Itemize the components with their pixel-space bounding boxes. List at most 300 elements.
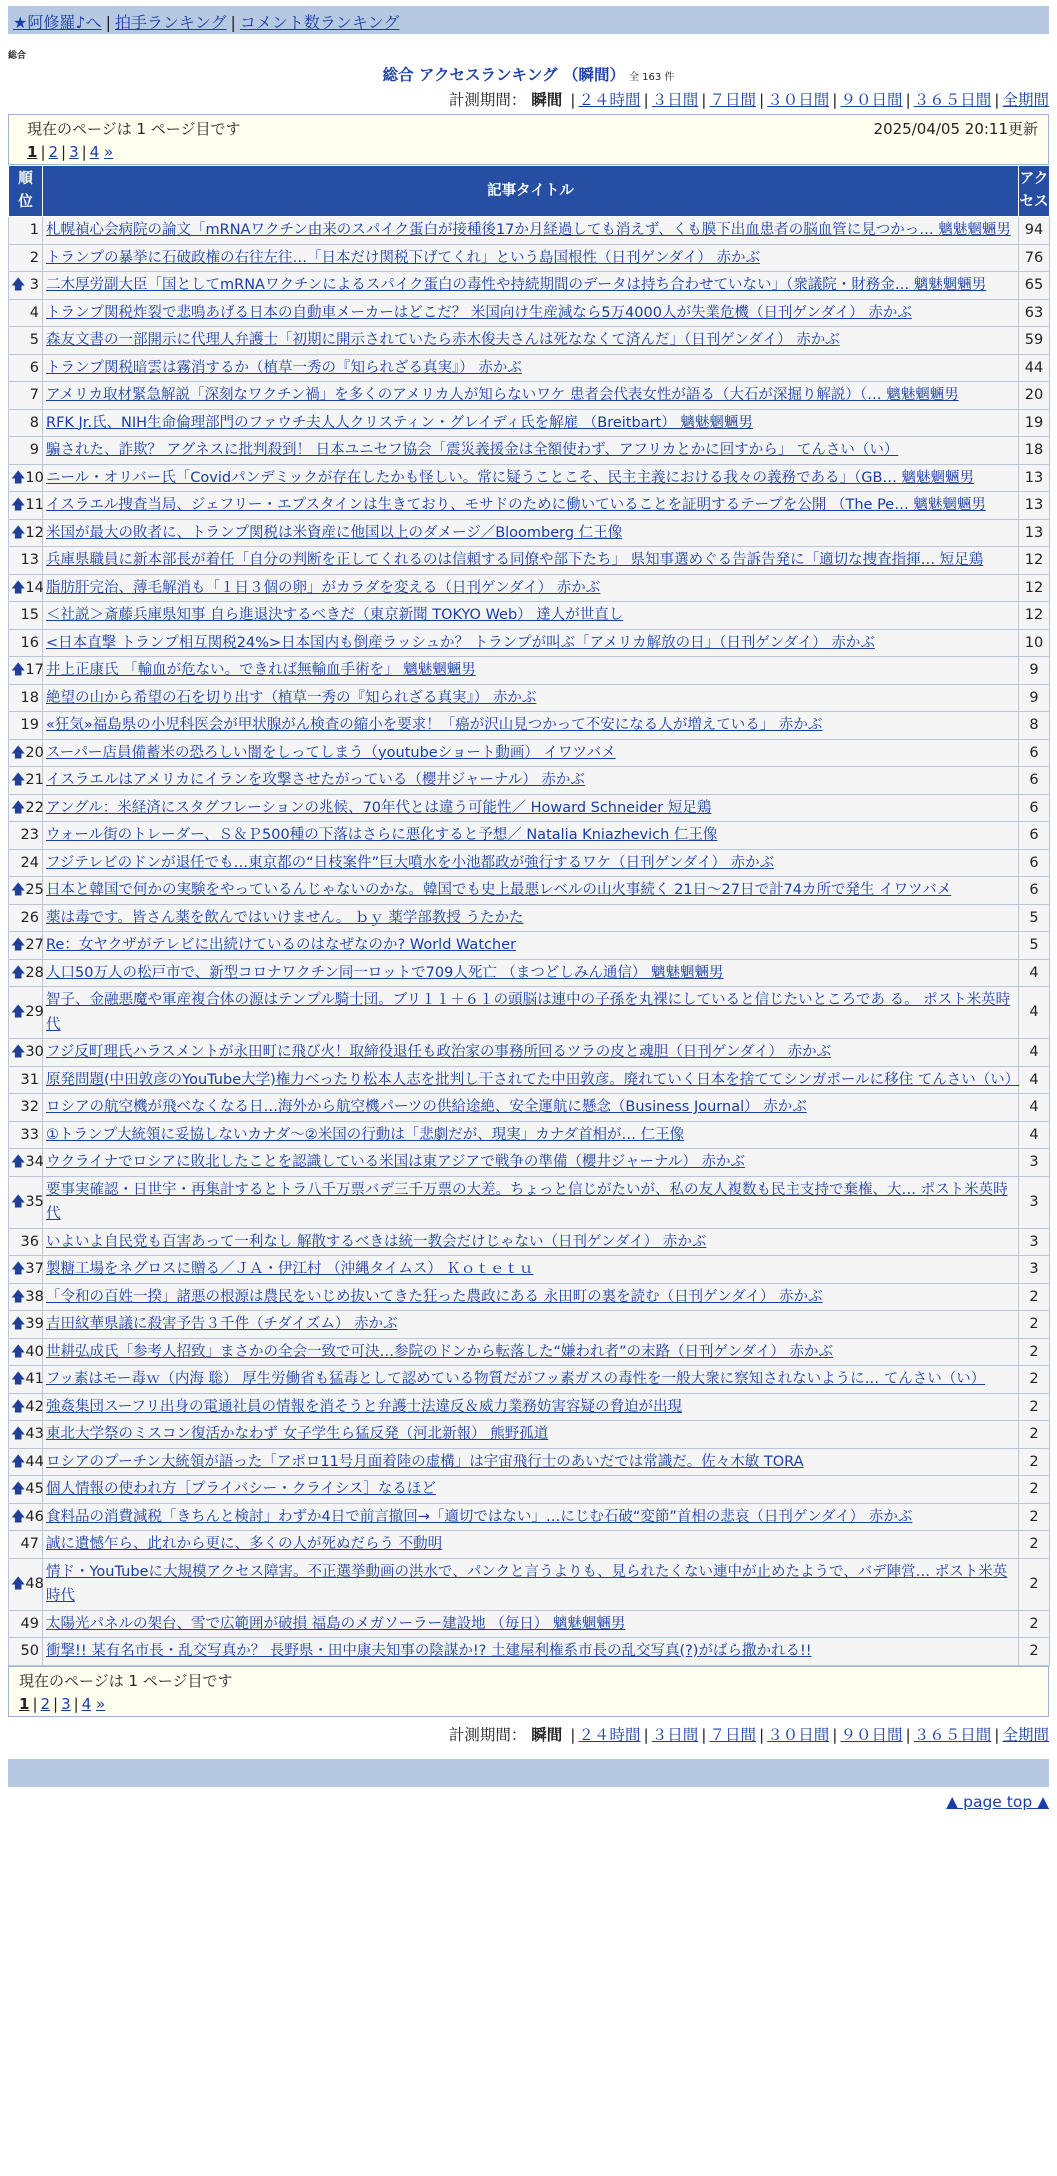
access-count: 20 bbox=[1019, 382, 1050, 410]
rank-number: 8 bbox=[29, 414, 39, 431]
title-cell bbox=[43, 464, 1019, 492]
page-top-link[interactable]: ▲ page top ▲ bbox=[946, 1792, 1049, 1811]
rank-cell bbox=[9, 1039, 43, 1067]
rank-number: 2 bbox=[29, 249, 39, 266]
up-arrow-icon: 🡅 bbox=[11, 1398, 26, 1415]
period-separator: | bbox=[759, 1725, 765, 1744]
title-cell bbox=[43, 1039, 1019, 1067]
article-link[interactable]: ①トランプ大統領に妥協しないカナダ～②米国の行動は「悲劇だが、現実」カナダ首相が… 仁王像 bbox=[46, 1126, 685, 1143]
period-link[interactable]: ３０日間 bbox=[767, 91, 830, 109]
title-cell bbox=[43, 437, 1019, 465]
rank-cell bbox=[9, 574, 43, 602]
article-link[interactable]: ウォール街のトレーダー、Ｓ＆Ｐ500種の下落はさらに悪化すると予想／ Natalia Kniazhevich 仁王像 bbox=[46, 827, 718, 843]
article-link[interactable]: <日本直撃 トランプ相互関税24%>日本国内も倒産ラッシュか？ トランプが叫ぶ「アメリカ解放の日」（日刊ゲンダイ） 赤かぶ bbox=[46, 634, 875, 651]
period-separator: | bbox=[643, 1725, 649, 1744]
up-arrow-icon: 🡅 bbox=[11, 1343, 26, 1360]
up-arrow-icon: 🡅 bbox=[11, 744, 26, 761]
rank-number: 21 bbox=[25, 772, 44, 788]
access-count: 3 bbox=[1019, 1228, 1050, 1256]
article-link[interactable]: ニール・オリバー氏「Covidパンデミックが存在したかも怪しい。常に疑うことこそ、民主主義における我々の義務である」（GB… 魑魅魍魎男 bbox=[46, 469, 975, 486]
rank-number: 45 bbox=[25, 1481, 44, 1497]
rank-cell bbox=[9, 1121, 43, 1149]
up-arrow-icon: 🡅 bbox=[11, 1371, 26, 1387]
title-cell bbox=[43, 409, 1019, 437]
access-count: 12 bbox=[1019, 574, 1050, 602]
rank-number: 49 bbox=[20, 1615, 39, 1632]
period-separator: | bbox=[701, 91, 707, 109]
article-link[interactable]: 情ド・YouTubeに大規模アクセス障害。不正選挙動画の洪水で、パンクと言うよりも、見られたくない連中が止めたようで、バデ陣営… ポスト米英時代 bbox=[46, 1563, 1008, 1604]
access-count: 63 bbox=[1019, 299, 1050, 327]
up-arrow-icon: 🡅 bbox=[11, 1261, 26, 1277]
period-link[interactable]: 全期間 bbox=[1002, 91, 1049, 109]
up-arrow-icon: 🡅 bbox=[11, 1316, 26, 1332]
rank-number: 42 bbox=[25, 1398, 44, 1415]
article-link[interactable]: 兵庫県職員に新本部長が着任「自分の判断を正してくれるのは信頼する同僚や部下たち」 県知事選めぐる告訴告発に「適切な捜査指揮… 短足鶏 bbox=[46, 552, 984, 568]
period-link[interactable]: 全期間 bbox=[1002, 1725, 1049, 1744]
title-cell bbox=[43, 354, 1019, 382]
table-row bbox=[9, 547, 1050, 575]
table-row bbox=[9, 217, 1050, 245]
table-row bbox=[9, 409, 1050, 437]
up-arrow-icon: 🡅 bbox=[11, 1426, 26, 1442]
up-arrow-icon: 🡅 bbox=[11, 1193, 26, 1210]
article-link[interactable]: 札幌禎心会病院の論文「mRNAワクチン由来のスパイク蛋白が接種後17か月経過しても消えず、くも膜下出血患者の脳血管に見つかっ… 魑魅魍魎男 bbox=[46, 222, 1011, 238]
period-link[interactable]: ３６５日間 bbox=[913, 1725, 992, 1744]
access-count: 10 bbox=[1019, 629, 1050, 657]
article-link[interactable]: 個人情報の使われ方［プライバシー・クライシス］なるほど bbox=[46, 1481, 436, 1497]
rank-cell bbox=[9, 437, 43, 465]
home-link[interactable]: ★阿修羅♪へ bbox=[13, 13, 102, 32]
access-count: 76 bbox=[1019, 244, 1050, 272]
rank-number: 3 bbox=[29, 277, 39, 293]
pagination bbox=[27, 143, 1038, 161]
page-link[interactable]: 4 bbox=[89, 143, 100, 161]
rank-number: 28 bbox=[25, 964, 44, 981]
article-link[interactable]: 食料品の消費減税「きちんと検討」わずか4日で前言撤回→「適切ではない」…にじむ石破“変節”首相の悲哀（日刊ゲンダイ） 赤かぶ bbox=[46, 1508, 913, 1525]
period-separator: | bbox=[570, 1725, 576, 1744]
rank-cell bbox=[9, 1283, 43, 1311]
rank-cell bbox=[9, 904, 43, 932]
access-count: 2 bbox=[1019, 1558, 1050, 1610]
title-cell bbox=[43, 932, 1019, 960]
table-row bbox=[9, 657, 1050, 685]
rank-cell bbox=[9, 217, 43, 245]
period-link[interactable]: ９０日間 bbox=[840, 1725, 903, 1744]
applause-ranking-link[interactable]: 拍手ランキング bbox=[114, 13, 227, 32]
table-row bbox=[9, 822, 1050, 850]
up-arrow-icon: 🡅 bbox=[11, 1004, 26, 1021]
article-link[interactable]: 世耕弘成氏「参考人招致」まさかの全会一致で可決…参院のドンから転落した“嫌われ者”の末路（日刊ゲンダイ） 赤かぶ bbox=[46, 1343, 833, 1360]
table-row bbox=[9, 1094, 1050, 1122]
period-separator: | bbox=[994, 1725, 1000, 1744]
access-count: 13 bbox=[1019, 464, 1050, 492]
rank-cell bbox=[9, 767, 43, 795]
title-cell bbox=[43, 1338, 1019, 1366]
period-link[interactable]: ７日間 bbox=[709, 91, 756, 109]
table-row bbox=[9, 272, 1050, 300]
table-row bbox=[9, 1149, 1050, 1177]
page-title: 総合 アクセスランキング （瞬間） bbox=[382, 66, 625, 84]
page-top-row bbox=[0, 1793, 1049, 1811]
table-row bbox=[9, 1393, 1050, 1421]
updated-timestamp: 2025/04/05 20:11更新 bbox=[873, 120, 1038, 138]
article-link[interactable]: アメリカ取材緊急解説「深刻なワクチン禍」を多くのアメリカ人が知らないワケ 患者会代表女性が語る（大石が深掘り解説）（… 魑魅魍魎男 bbox=[46, 387, 959, 403]
page-link[interactable]: 3 bbox=[69, 143, 79, 161]
article-link[interactable]: フジ反町理氏ハラスメントが永田町に飛び火！取締役退任も政治家の事務所回るツラの皮と魂胆（日刊ゲンダイ） 赤かぶ bbox=[46, 1044, 832, 1060]
access-count: 4 bbox=[1019, 1039, 1050, 1067]
top-nav-bar bbox=[8, 6, 1049, 34]
table-row bbox=[9, 327, 1050, 355]
up-arrow-icon: 🡅 bbox=[11, 469, 26, 486]
title-cell bbox=[43, 1228, 1019, 1256]
access-count: 12 bbox=[1019, 547, 1050, 575]
title-cell bbox=[43, 492, 1019, 520]
pager-separator: | bbox=[73, 1694, 79, 1713]
rank-number: 46 bbox=[25, 1508, 44, 1525]
article-link[interactable]: 東北大学祭のミスコン復活かなわず 女子学生ら猛反発（河北新報） 熊野孤道 bbox=[46, 1426, 549, 1442]
article-link[interactable]: トランプ関税暗雲は霧消するか（植草一秀の『知られざる真実』） 赤かぶ bbox=[46, 359, 522, 376]
title-cell bbox=[43, 1066, 1019, 1094]
period-link[interactable]: ９０日間 bbox=[840, 91, 903, 109]
article-link[interactable]: ＜社説＞斎藤兵庫県知事 自ら進退決するべきだ（東京新聞 TOKYO Web） 達人が世直し bbox=[46, 607, 624, 623]
article-link[interactable]: ロシアの航空機が飛べなくなる日…海外から航空機パーツの供給途絶、安全運航に懸念（Business Journal） 赤かぶ bbox=[46, 1099, 807, 1115]
rank-number: 26 bbox=[20, 909, 39, 926]
rank-number: 39 bbox=[25, 1316, 44, 1332]
page-link[interactable]: 3 bbox=[61, 1694, 71, 1713]
rank-number: 20 bbox=[25, 744, 44, 761]
title-cell bbox=[43, 739, 1019, 767]
table-row bbox=[9, 877, 1050, 905]
title-cell bbox=[43, 272, 1019, 300]
period-separator: | bbox=[832, 1725, 838, 1744]
table-row bbox=[9, 1638, 1050, 1666]
rank-number: 22 bbox=[25, 799, 44, 816]
title-cell bbox=[43, 382, 1019, 410]
title-cell bbox=[43, 1421, 1019, 1449]
table-row bbox=[9, 1176, 1050, 1228]
title-cell bbox=[43, 1283, 1019, 1311]
article-link[interactable]: 薬は毒です。皆さん薬を飲んではいけません。 ｂｙ 薬学部教授 うたかた bbox=[46, 909, 524, 926]
period-link[interactable]: ２４時間 bbox=[578, 91, 641, 109]
table-row bbox=[9, 794, 1050, 822]
ranking-table bbox=[8, 165, 1050, 1666]
article-link[interactable]: RFK Jr.氏、NIH生命倫理部門のファウチ夫人人クリスティン・グレイディ氏を解雇 （Breitbart） 魑魅魍魎男 bbox=[46, 414, 753, 431]
article-link[interactable]: 人口50万人の松戸市で、新型コロナワクチン同一ロットで709人死亡 （まつどしみん通信） 魑魅魍魎男 bbox=[46, 964, 724, 981]
article-link[interactable]: 「令和の百姓一揆」諸悪の根源は農民をいじめ抜いてきた狂った農政にある 永田町の裏を読む（日刊ゲンダイ） 赤かぶ bbox=[46, 1288, 823, 1305]
rank-number: 29 bbox=[25, 1004, 44, 1021]
article-link[interactable]: 脂肪肝完治、薄毛解消も「１日３個の卵」がカラダを変える（日刊ゲンダイ） 赤かぶ bbox=[46, 579, 601, 596]
rank-number: 16 bbox=[20, 634, 39, 651]
up-arrow-icon: 🡅 bbox=[11, 882, 26, 898]
comment-ranking-link[interactable]: コメント数ランキング bbox=[239, 13, 400, 32]
access-count: 13 bbox=[1019, 492, 1050, 520]
rank-number: 19 bbox=[20, 717, 39, 733]
title-cell bbox=[43, 299, 1019, 327]
rank-cell bbox=[9, 1476, 43, 1504]
pager-separator: | bbox=[81, 143, 87, 161]
rank-cell bbox=[9, 1448, 43, 1476]
rank-header bbox=[9, 166, 43, 217]
current-page-text: 現在のページは 1 ページ目です bbox=[19, 1671, 233, 1690]
rank-number: 34 bbox=[25, 1154, 44, 1170]
title-cell bbox=[43, 794, 1019, 822]
article-link[interactable]: トランプの暴挙に石破政権の右往左往…「日本だけ関税下げてくれ」という島国根性（日刊ゲンダイ） 赤かぶ bbox=[46, 249, 760, 266]
access-count: 6 bbox=[1019, 877, 1050, 905]
total-count: 全 163 件 bbox=[628, 72, 675, 83]
rank-number: 11 bbox=[25, 497, 44, 513]
article-link[interactable]: 日本と韓国で何かの実験をやっているんじゃないのかな。韓国でも史上最悪レベルの山火事続く 21日〜27日で計74カ所で発生 イワツバメ bbox=[46, 882, 952, 898]
title-cell bbox=[43, 1503, 1019, 1531]
rank-cell bbox=[9, 244, 43, 272]
up-arrow-icon: 🡅 bbox=[11, 277, 26, 293]
rank-cell bbox=[9, 629, 43, 657]
table-row bbox=[9, 1558, 1050, 1610]
article-link[interactable]: 太陽光パネルの架台、雪で広範囲が破損 福島のメガソーラー建設地 （毎日） 魑魅魍魎男 bbox=[46, 1615, 626, 1632]
article-link[interactable]: ロシアのプーチン大統領が語った「アポロ11号月面着陸の虚構」は宇宙飛行士のあいだでは常識だ。佐々木敏 TORA bbox=[46, 1453, 804, 1470]
title-cell bbox=[43, 1366, 1019, 1394]
rank-cell bbox=[9, 464, 43, 492]
rank-cell bbox=[9, 299, 43, 327]
title-cell bbox=[43, 1476, 1019, 1504]
access-count: 2 bbox=[1019, 1366, 1050, 1394]
page-link[interactable]: 2 bbox=[40, 1694, 51, 1713]
title-cell bbox=[43, 959, 1019, 987]
access-count: 5 bbox=[1019, 904, 1050, 932]
rank-cell bbox=[9, 602, 43, 630]
article-link[interactable]: «狂気»福島県の小児科医会が甲状腺がん検査の縮小を要求！「癌が沢山見つかって不安になる人が増えている」 赤かぶ bbox=[46, 717, 823, 733]
access-count: 4 bbox=[1019, 1066, 1050, 1094]
access-count: 2 bbox=[1019, 1638, 1050, 1666]
title-cell bbox=[43, 849, 1019, 877]
rank-number: 33 bbox=[20, 1126, 39, 1143]
table-row bbox=[9, 904, 1050, 932]
article-link[interactable]: 智子、金融悪魔や軍産複合体の源はテンプル騎士団。ブリ１１＋６１の頭脳は連中の子孫を丸裸にしていると信じたいところであ る。 ポスト米英時代 bbox=[46, 992, 1011, 1033]
period-link[interactable]: ３日間 bbox=[651, 1725, 699, 1744]
period-separator: | bbox=[701, 1725, 707, 1744]
nav-separator: | bbox=[105, 13, 111, 32]
table-row bbox=[9, 1503, 1050, 1531]
pager-separator: | bbox=[32, 1694, 38, 1713]
access-count: 94 bbox=[1019, 217, 1050, 245]
up-arrow-icon: 🡅 bbox=[11, 1044, 26, 1060]
access-count: 3 bbox=[1019, 1176, 1050, 1228]
table-row bbox=[9, 932, 1050, 960]
period-link[interactable]: ３日間 bbox=[651, 91, 699, 109]
period-separator: | bbox=[905, 91, 911, 109]
article-link[interactable]: 騙された、詐欺？ アグネスに批判殺到！ 日本ユニセフ協会「震災義援金は全額使わず、アフリカとかに回すから」 てんさい（い） bbox=[46, 442, 899, 458]
access-count: 4 bbox=[1019, 1094, 1050, 1122]
pager-separator: | bbox=[53, 1694, 59, 1713]
rank-cell bbox=[9, 1094, 43, 1122]
rank-cell bbox=[9, 1421, 43, 1449]
rank-number: 13 bbox=[20, 552, 39, 568]
rank-cell bbox=[9, 822, 43, 850]
access-count: 6 bbox=[1019, 849, 1050, 877]
period-current: 瞬間 bbox=[531, 1725, 563, 1744]
article-link[interactable]: 井上正康氏 「輸血が危ない。できれば無輸血手術を」 魑魅魍魎男 bbox=[46, 662, 476, 678]
rank-cell bbox=[9, 382, 43, 410]
period-link[interactable]: ２４時間 bbox=[578, 1725, 641, 1744]
article-link[interactable]: スーパー店員備蓄米の恐ろしい闇をしってしまう（youtubeショート動画） イワツバメ bbox=[46, 744, 616, 761]
page-link[interactable]: 2 bbox=[48, 143, 59, 161]
page-link[interactable]: 4 bbox=[81, 1694, 92, 1713]
title-cell bbox=[43, 1448, 1019, 1476]
article-link[interactable]: Re：女ヤクザがテレビに出続けているのはなぜなのか? World Watcher bbox=[46, 937, 517, 953]
page-info-box-bottom bbox=[8, 1666, 1049, 1717]
rank-cell bbox=[9, 1503, 43, 1531]
rank-number: 14 bbox=[25, 579, 44, 596]
rank-number: 24 bbox=[20, 854, 39, 871]
title-cell bbox=[43, 244, 1019, 272]
table-row bbox=[9, 464, 1050, 492]
next-page-link[interactable]: » bbox=[104, 143, 114, 161]
article-link[interactable]: 吉田紋華県議に殺害予告３千件（チダイズム） 赤かぶ bbox=[46, 1316, 398, 1332]
access-count: 2 bbox=[1019, 1610, 1050, 1638]
table-row bbox=[9, 1256, 1050, 1284]
up-arrow-icon: 🡅 bbox=[11, 1453, 26, 1470]
rank-number: 38 bbox=[25, 1288, 44, 1305]
up-arrow-icon: 🡅 bbox=[11, 497, 26, 513]
article-link[interactable]: 二木厚労副大臣「国としてmRNAワクチンによるスパイク蛋白の毒性や持続期間のデータは持ち合わせていない」（衆議院・財務金… 魑魅魍魎男 bbox=[46, 277, 987, 293]
period-link[interactable]: ７日間 bbox=[709, 1725, 756, 1744]
rank-cell bbox=[9, 1256, 43, 1284]
access-count: 2 bbox=[1019, 1338, 1050, 1366]
period-links bbox=[567, 91, 1049, 109]
rank-cell bbox=[9, 1531, 43, 1559]
title-cell bbox=[43, 1558, 1019, 1610]
access-count: 6 bbox=[1019, 767, 1050, 795]
period-current: 瞬間 bbox=[531, 91, 563, 109]
pager-separator: | bbox=[61, 143, 67, 161]
table-row bbox=[9, 767, 1050, 795]
period-separator: | bbox=[570, 91, 576, 109]
table-row bbox=[9, 712, 1050, 740]
rank-number: 6 bbox=[29, 359, 39, 376]
section-label: 総合 bbox=[8, 51, 27, 61]
rank-number: 23 bbox=[20, 827, 39, 843]
access-count: 13 bbox=[1019, 519, 1050, 547]
rank-cell bbox=[9, 1311, 43, 1339]
access-count: 4 bbox=[1019, 1121, 1050, 1149]
period-selector-bottom bbox=[0, 1723, 1049, 1745]
rank-number: 15 bbox=[20, 607, 39, 623]
table-row bbox=[9, 354, 1050, 382]
rank-cell bbox=[9, 547, 43, 575]
title-cell bbox=[43, 574, 1019, 602]
rank-cell bbox=[9, 684, 43, 712]
rank-number: 27 bbox=[25, 937, 44, 953]
table-row bbox=[9, 492, 1050, 520]
rank-cell bbox=[9, 877, 43, 905]
title-cell bbox=[43, 1176, 1019, 1228]
period-link[interactable]: ３６５日間 bbox=[913, 91, 992, 109]
rank-cell bbox=[9, 1338, 43, 1366]
period-selector bbox=[0, 88, 1049, 110]
title-cell bbox=[43, 684, 1019, 712]
table-row bbox=[9, 1476, 1050, 1504]
table-row bbox=[9, 1421, 1050, 1449]
title-cell bbox=[43, 1531, 1019, 1559]
access-count: 8 bbox=[1019, 712, 1050, 740]
rank-number: 35 bbox=[25, 1193, 44, 1210]
access-count: 2 bbox=[1019, 1283, 1050, 1311]
up-arrow-icon: 🡅 bbox=[11, 1481, 26, 1497]
article-link[interactable]: 衝撃!! 某有名市長・乱交写真か？ 長野県・田中康夫知事の陰謀か!? 土建屋利権系市長の乱交写真(?)がばら撒かれる!! bbox=[46, 1643, 812, 1659]
period-link[interactable]: ３０日間 bbox=[767, 1725, 830, 1744]
rank-number: 43 bbox=[25, 1426, 44, 1442]
table-row bbox=[9, 574, 1050, 602]
table-row bbox=[9, 299, 1050, 327]
article-link[interactable]: 誠に遺憾乍ら、此れから更に、多くの人が死ぬだらう 不動明 bbox=[46, 1536, 443, 1552]
article-link[interactable]: いよいよ自民党も百害あって一利なし 解散するべきは統一教会だけじゃない（日刊ゲンダイ） 赤かぶ bbox=[46, 1233, 707, 1250]
article-link[interactable]: 絶望の山から希望の石を切り出す（植草一秀の『知られざる真実』） 赤かぶ bbox=[46, 689, 537, 706]
article-link[interactable]: イスラエルはアメリカにイランを攻撃させたがっている（櫻井ジャーナル） 赤かぶ bbox=[46, 772, 585, 788]
table-row bbox=[9, 1283, 1050, 1311]
article-link[interactable]: アングル：米経済にスタグフレーションの兆候、70年代とは違う可能性／ Howard Schneider 短足鶏 bbox=[46, 799, 712, 816]
table-row bbox=[9, 1366, 1050, 1394]
rank-cell bbox=[9, 794, 43, 822]
rank-cell bbox=[9, 1228, 43, 1256]
up-arrow-icon: 🡅 bbox=[11, 579, 26, 596]
period-separator: | bbox=[643, 91, 649, 109]
access-count: 9 bbox=[1019, 657, 1050, 685]
article-link[interactable]: 米国が最大の敗者に、トランプ関税は米資産に他国以上のダメージ／Bloomberg 仁王像 bbox=[46, 524, 623, 541]
up-arrow-icon: 🡅 bbox=[11, 1288, 26, 1305]
rank-cell bbox=[9, 1393, 43, 1421]
pagination bbox=[19, 1695, 1038, 1713]
rank-number: 37 bbox=[25, 1261, 44, 1277]
rank-number: 30 bbox=[25, 1044, 44, 1060]
period-separator: | bbox=[905, 1725, 911, 1744]
article-link[interactable]: トランプ関税炸裂で悲鳴あげる日本の自動車メーカーはどこだ？ 米国向け生産減なら5万4000人が失業危機（日刊ゲンダイ） 赤かぶ bbox=[46, 304, 912, 321]
title-cell bbox=[43, 1610, 1019, 1638]
article-link[interactable]: イスラエル捜査当局、ジェフリー・エプスタインは生きており、モサドのために働いていることを証明するテープを公開 （The Pe… 魑魅魍魎男 bbox=[46, 497, 986, 513]
title-cell bbox=[43, 1149, 1019, 1177]
article-link[interactable]: 要事実確認・日世宇・再集計するとトラ八千万票バデ三千万票の大差。ちょっと信じがたいが、私の友人複数も民主支持で棄権、大… ポスト米英時代 bbox=[46, 1181, 1008, 1222]
next-page-link[interactable]: » bbox=[96, 1694, 106, 1713]
pager-separator: | bbox=[40, 143, 46, 161]
up-arrow-icon: 🡅 bbox=[11, 937, 26, 953]
table-row bbox=[9, 739, 1050, 767]
article-link[interactable]: 製糖工場をネグロスに贈る／ＪＡ・伊江村 （沖縄タイムス） Ｋｏｔｅｔｕ bbox=[46, 1261, 534, 1277]
article-link[interactable]: フッ素はモー毒ｗ（内海 聡） 厚生労働省も猛毒として認めている物質だがフッ素ガスの毒性を一般大衆に察知されないように… てんさい（い） bbox=[46, 1371, 986, 1387]
table-row bbox=[9, 602, 1050, 630]
article-link[interactable]: ウクライナでロシアに敗北したことを認識している米国は東アジアで戦争の準備（櫻井ジャーナル） 赤かぶ bbox=[46, 1154, 746, 1170]
article-link[interactable]: 原発問題(中田敦彦のYouTube大学)権力べったり松本人志を批判し干されてた中田敦彦。廃れていく日本を捨ててシンガポールに移住 てんさい（い） bbox=[46, 1071, 1020, 1088]
article-link[interactable]: フジテレビのドンが退任でも…東京都の“日枝案件”巨大噴水を小池都政が強行するワケ（日刊ゲンダイ） 赤かぶ bbox=[46, 854, 775, 871]
title-cell bbox=[43, 217, 1019, 245]
table-row bbox=[9, 1610, 1050, 1638]
rank-cell bbox=[9, 1176, 43, 1228]
rank-number: 12 bbox=[25, 524, 44, 541]
access-count: 6 bbox=[1019, 794, 1050, 822]
rank-number: 40 bbox=[25, 1343, 44, 1360]
current-page-number: 1 bbox=[19, 1694, 30, 1713]
period-separator: | bbox=[759, 91, 765, 109]
article-link[interactable]: 強姦集団スーフリ出身の電通社員の情報を消そうと弁護士法違反＆威力業務妨害容疑の脅迫が出現 bbox=[46, 1398, 682, 1415]
rank-number: 44 bbox=[25, 1453, 44, 1470]
rank-header-label: 順位 bbox=[18, 171, 33, 210]
access-count: 19 bbox=[1019, 409, 1050, 437]
rank-number: 10 bbox=[25, 469, 44, 486]
rank-number: 47 bbox=[20, 1536, 39, 1552]
access-count: 4 bbox=[1019, 959, 1050, 987]
rank-cell bbox=[9, 849, 43, 877]
article-link[interactable]: 森友文書の一部開示に代理人弁護士「初期に開示されていたら赤木俊夫さんは死ななくて済んだ」（日刊ゲンダイ） 赤かぶ bbox=[46, 332, 840, 348]
access-count: 18 bbox=[1019, 437, 1050, 465]
table-row bbox=[9, 382, 1050, 410]
title-cell bbox=[43, 767, 1019, 795]
